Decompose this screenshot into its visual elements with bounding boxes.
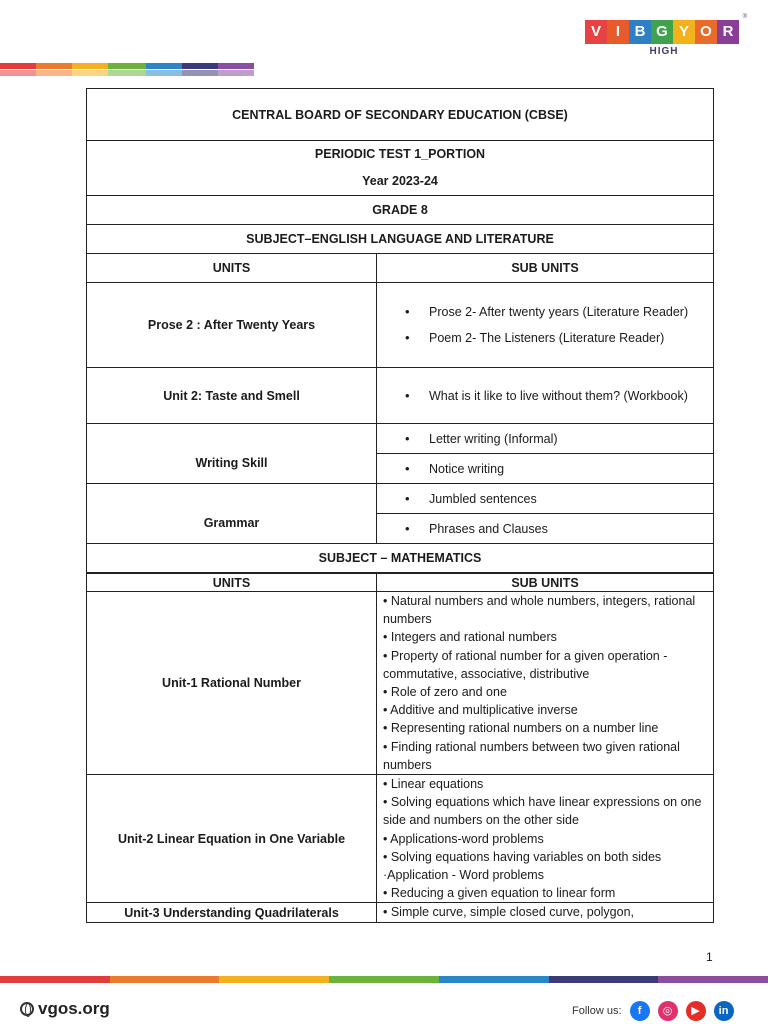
sub-unit-item: • Letter writing (Informal) <box>405 426 713 452</box>
sub-unit-item: • Solving equations having variables on both sides <box>383 849 662 864</box>
sub-units-header: SUB UNITS <box>377 254 714 283</box>
english-unit: Prose 2 : After Twenty Years <box>87 283 377 368</box>
sub-unit-item: • Linear equations <box>383 777 484 792</box>
social-follow <box>572 1001 734 1021</box>
sub-unit-item: • What is it like to live without them? (Workbook) <box>405 383 713 409</box>
stripe-segment <box>110 976 220 983</box>
maths-unit: Unit-3 Understanding Quadrilaterals <box>87 903 377 922</box>
sub-unit-item: • Solving equations which have linear expressions on one side and numbers on the other side <box>383 795 702 828</box>
sub-unit-item: • Integers and rational numbers <box>383 630 557 645</box>
youtube-icon[interactable]: ▶ <box>686 1001 706 1021</box>
stripe-segment <box>146 63 182 69</box>
stripe-segment <box>218 70 254 76</box>
stripe-row <box>0 70 254 76</box>
sub-unit-item: • Phrases and Clauses <box>405 516 713 542</box>
sub-unit-cell <box>377 484 714 514</box>
sub-unit-item: • Natural numbers and whole numbers, integers, rational numbers <box>383 594 696 627</box>
sub-unit-item: • Reducing a given equation to linear form <box>383 886 616 901</box>
sub-unit-cell <box>377 903 714 922</box>
sub-unit-cell <box>377 424 714 454</box>
grade-label: GRADE 8 <box>87 196 714 225</box>
logo-sub: HIGH <box>649 46 679 57</box>
logo-letter: G <box>651 20 673 44</box>
sub-unit-item: ·Application - Word problems <box>383 868 544 883</box>
logo-letter: R <box>717 20 739 44</box>
website-link[interactable] <box>20 999 110 1019</box>
academic-year: Year 2023-24 <box>362 174 438 188</box>
top-color-stripe <box>0 63 254 76</box>
follow-label: Follow us: <box>572 1005 622 1017</box>
linkedin-icon[interactable]: in <box>714 1001 734 1021</box>
stripe-segment <box>329 976 439 983</box>
website-text: vgos.org <box>38 999 110 1018</box>
sub-unit-item: • Additive and multiplicative inverse <box>383 703 578 718</box>
stripe-segment <box>108 63 146 69</box>
stripe-segment <box>146 70 182 76</box>
bottom-color-stripe <box>0 976 768 983</box>
syllabus-document <box>86 88 714 923</box>
stripe-segment <box>72 70 108 76</box>
stripe-segment <box>439 976 549 983</box>
stripe-segment <box>218 63 254 69</box>
globe-icon <box>20 1002 34 1016</box>
logo-letter: Y <box>673 20 695 44</box>
test-title-cell <box>87 141 714 196</box>
board-title: CENTRAL BOARD OF SECONDARY EDUCATION (CBSE) <box>87 89 714 141</box>
stripe-segment <box>182 63 218 69</box>
english-unit: Writing Skill <box>87 424 377 484</box>
maths-unit: Unit-2 Linear Equation in One Variable <box>87 775 377 903</box>
sub-unit-cell <box>377 368 714 424</box>
english-unit: Grammar <box>87 484 377 544</box>
stripe-segment <box>0 976 110 983</box>
sub-unit-item: • Representing rational numbers on a number line <box>383 721 659 736</box>
stripe-segment <box>72 63 108 69</box>
social-icons <box>622 1001 734 1021</box>
stripe-segment <box>0 63 36 69</box>
maths-unit: Unit-1 Rational Number <box>87 592 377 775</box>
sub-unit-item: • Role of zero and one <box>383 685 507 700</box>
sub-unit-cell <box>377 454 714 484</box>
english-table <box>86 88 714 573</box>
maths-table <box>86 573 714 923</box>
test-title: PERIODIC TEST 1_PORTION <box>314 147 486 161</box>
registered-mark: ® <box>742 14 747 20</box>
logo-letter: I <box>607 20 629 44</box>
instagram-icon[interactable]: ◎ <box>658 1001 678 1021</box>
sub-unit-item: • Finding rational numbers between two given rational numbers <box>383 739 680 772</box>
sub-unit-item: • Prose 2- After twenty years (Literature Reader) <box>405 299 713 325</box>
stripe-segment <box>0 70 36 76</box>
logo-letter: B <box>629 20 651 44</box>
english-unit: Unit 2: Taste and Smell <box>87 368 377 424</box>
units-header: UNITS <box>87 254 377 283</box>
sub-units-header: SUB UNITS <box>377 574 714 592</box>
stripe-row <box>0 63 254 69</box>
stripe-segment <box>658 976 768 983</box>
facebook-icon[interactable]: f <box>630 1001 650 1021</box>
logo-letter: V <box>585 20 607 44</box>
units-header: UNITS <box>87 574 377 592</box>
vibgyor-logo <box>585 14 747 66</box>
stripe-segment <box>549 976 659 983</box>
page-number: 1 <box>706 950 713 964</box>
stripe-segment <box>36 70 72 76</box>
sub-unit-item: • Simple curve, simple closed curve, polygon, <box>383 905 635 920</box>
sub-unit-item: • Notice writing <box>405 456 713 482</box>
sub-unit-item: • Applications-word problems <box>383 831 544 846</box>
sub-unit-cell <box>377 514 714 544</box>
logo-letters <box>585 20 745 44</box>
stripe-segment <box>108 70 146 76</box>
sub-unit-cell <box>377 283 714 368</box>
stripe-segment <box>182 70 218 76</box>
logo-letter: O <box>695 20 717 44</box>
sub-unit-item: • Poem 2- The Listeners (Literature Reader) <box>405 325 713 351</box>
english-subject-title: SUBJECT–ENGLISH LANGUAGE AND LITERATURE <box>87 225 714 254</box>
sub-unit-item: • Property of rational number for a given operation -commutative, associative, distributive <box>383 648 668 681</box>
sub-unit-cell <box>377 775 714 903</box>
sub-unit-cell <box>377 592 714 775</box>
stripe-segment <box>219 976 329 983</box>
stripe-segment <box>36 63 72 69</box>
sub-unit-item: • Jumbled sentences <box>405 486 713 512</box>
maths-subject-title: SUBJECT – MATHEMATICS <box>87 544 714 573</box>
